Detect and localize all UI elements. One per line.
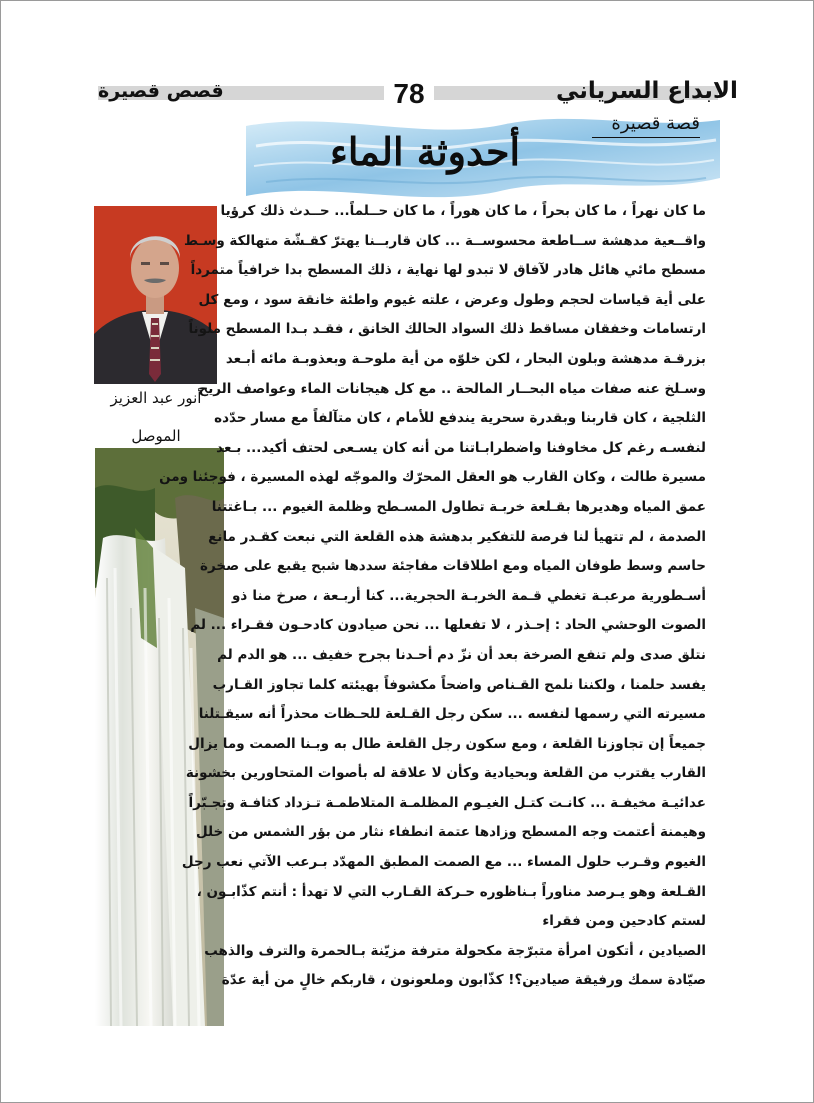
body-line: وسـلخ عنه صفات مياه البحــار المالحة .. مع كل هيجانات الماء وعواصف الريح [198, 380, 706, 397]
body-line: واقــعية مدهشة ســاطعة محسوســة ... كان قاربــنا يهترّ كقـشّة متهالكة وسـط [184, 232, 706, 249]
story-title: أحدوثة الماء [329, 129, 521, 174]
body-line: مسيرته التي رسمها لنفسه ... سكن رجل القـلعة للحـظات محذراً أنه سيقـتلنا [198, 706, 706, 723]
body-line: ارتسامات وخفقان مساقط ذلك السواد الحالك الخانق ، فقـد بـدا المسطح ملوناً [188, 321, 706, 338]
section-label: قصص قصيرة [98, 80, 224, 102]
body-line: الغيوم وقـرب حلول المساء ... مع الصمت المطبق المهدّد بـرعب الآتي نعب رجل [181, 854, 706, 871]
body-line: على أية قياسات لحجم وطول وعرض ، علته غيوم واطئة خانقة سود ، ومع كل [198, 291, 706, 308]
body-line: الصوت الوحشي الحاد : إحـذر ، لا تفعلها ... نحن صيادون كادحـون فقـراء ... لم [190, 617, 706, 634]
body-line: القارب يقترب من القلعة وبحيادية وكأن لا علاقة له بأصوات المتحاورين بخشونة [185, 765, 706, 782]
body-line: صيّادة سمك ورفيقة صيادين؟! كذّابون وملعونون ، قاربكم خالٍ من أية عدّة [221, 972, 706, 989]
body-line: وهيمنة أعتمت وجه المسطح وزادها عتمة انطفاء نثار من بؤر الشمس من خلل [195, 824, 706, 841]
body-line: الصيادين ، أتكون امرأة متبرّجة مكحولة مترفة مزيّنة بـالحمرة والترف والذهب [204, 942, 706, 959]
body-line: بزرقـة مدهشة وبلون البحار ، لكن خلوّه من أية ملوحـة وبعذوبـة مائه أبـعد [225, 350, 706, 367]
body-line: عمق المياه وهديرها بقـلعة خربـة تطاول المسـطح وظلمة الغيوم ... بـاغتتنا [211, 498, 706, 515]
body-line: القـلعة وهو يـرصد مناوراً بـناظوره حـركة القـارب التي لا تهدأ : أنتم كذّابـون ، [196, 883, 706, 900]
body-line: نتلق صدى ولم تنفع الصرخة بعد أن نزّ دم أحـدنا بجرح خفيف ... هو الدم لم [217, 646, 706, 663]
author-name: أنور عبد العزيز [110, 389, 202, 407]
body-line: يفسد حلمنا ، ولكننا نلمح القـناص واضحاً مكشوفاً بهيئته كلما تجاوز القـارب [212, 676, 706, 693]
body-line: مسيرة طالت ، وكان القارب هو العقل المحرّك والموجّه لهذه المسيرة ، فوجئنا ومن [159, 469, 706, 486]
story-genre: قصة قصيرة [592, 112, 700, 138]
page-number: 78 [393, 78, 425, 109]
body-line: لنفسـه رغم كل مخاوفنا واضطرابـاتنا من أنه كان يسـعى لحتف أكيد... بـعد [216, 439, 706, 456]
body-line: عدائيـة مخيفـة ... كانـت كتـل الغيـوم المظلمـة المتلاطمـة تـزداد كثافـة وتجـبّراً [188, 794, 706, 811]
body-line: مسطح مائي هائل هادر لآفاق لا تبدو لها نهاية ، ذلك المسطح بدا خرافياً متمرداً [190, 262, 706, 279]
author-city: الموصل [131, 427, 181, 445]
body-line: أسـطورية مرعبـة تغطي قـمة الخربـة الحجرية... كنا أربـعة ، صرخ منا ذو [232, 587, 706, 604]
body-line: ما كان نهراً ، ما كان بحراً ، ما كان هوراً ، ما كان حــلماً... حــدث ذلك كرؤيا [220, 203, 706, 219]
magazine-title: الابداع السرياني [556, 78, 738, 104]
body-line: الصدمة ، لم تتهيأ لنا فرصة للتفكير بدهشة هذه القلعة التي نبعت كقـدر مانع [208, 528, 706, 545]
body-line: حاسم وسط طوفان المياه ومع اطلاقات مفاجئة سددها شبح يقبع على صخرة [200, 558, 706, 575]
body-line: الثلجية ، كان قاربنا وبقدرة سحرية يندفع للأمام ، كان متآلفاً مع مسار حدّده [214, 410, 706, 427]
body-line: لستم كادحين ومن فقراء [542, 913, 706, 930]
body-line: جميعاً إن تجاوزنا القلعة ، ومع سكون رجل القلعة طال به وبـنا الصمت وما يزال [188, 735, 706, 752]
story-body [159, 197, 706, 996]
